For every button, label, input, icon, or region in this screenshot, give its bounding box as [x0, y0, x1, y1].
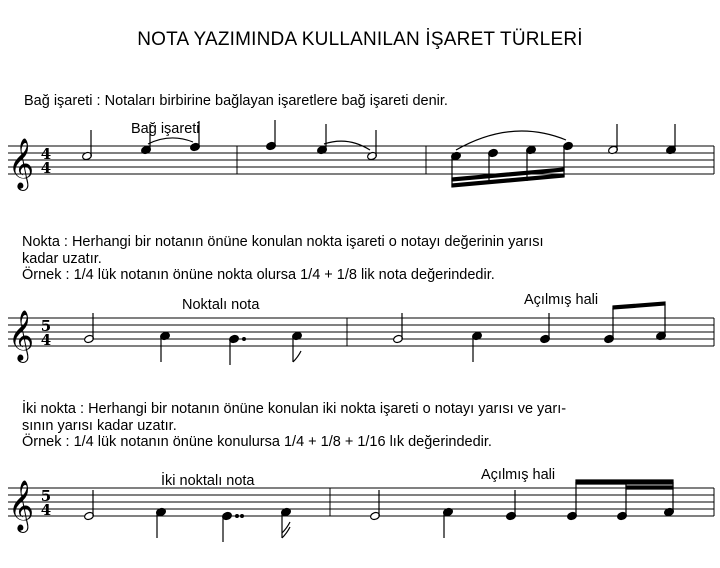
expanded-form-annotation: Açılmış hali: [524, 292, 599, 308]
tie-annotation: Bağ işareti: [131, 121, 200, 137]
double-dotted-note-annotation: İki noktalı nota: [161, 473, 255, 489]
svg-text:𝄞: 𝄞: [8, 138, 35, 189]
tie-definition: Bağ işareti : Notaları birbirine bağlayan işaretlere bağ işareti denir.: [24, 93, 448, 109]
double-dot-definition-line1: İki nokta : Herhangi bir notanın önüne konulan iki nokta işareti o notayı yarısı ve yarı-: [22, 401, 567, 417]
expanded-form-annotation-2: Açılmış hali: [481, 467, 556, 483]
time-sig-bottom: 4: [40, 501, 52, 519]
svg-text:𝄞: 𝄞: [8, 310, 35, 361]
time-sig-bottom: 4: [40, 159, 52, 177]
treble-clef-icon: [8, 480, 34, 533]
time-sig-top: 4: [40, 145, 52, 163]
augmentation-dot: [236, 515, 239, 518]
time-sig-top: 5: [40, 487, 52, 505]
time-sig-top: 5: [40, 317, 52, 335]
dotted-note-annotation: Noktalı nota: [182, 297, 260, 313]
double-dot-definition-line2: sının yarısı kadar uzatır.: [22, 418, 177, 434]
augmentation-dot: [241, 515, 244, 518]
dot-definition-line1: Nokta : Herhangi bir notanın önüne konulan nokta işareti o notayı değerinin yarısı: [22, 234, 544, 250]
dot-definition-line2: kadar uzatır.: [22, 251, 102, 267]
page-title: NOTA YAZIMINDA KULLANILAN İŞARET TÜRLERİ: [137, 29, 583, 50]
dot-example: Örnek : 1/4 lük notanın önüne nokta olursa 1/4 + 1/8 lik nota değerindedir.: [22, 267, 495, 283]
svg-text:𝄞: 𝄞: [8, 480, 35, 531]
double-dot-example: Örnek : 1/4 lük notanın önüne konulursa 1/4 + 1/8 + 1/16 lık değerindedir.: [22, 434, 492, 450]
time-sig-bottom: 4: [40, 331, 52, 349]
